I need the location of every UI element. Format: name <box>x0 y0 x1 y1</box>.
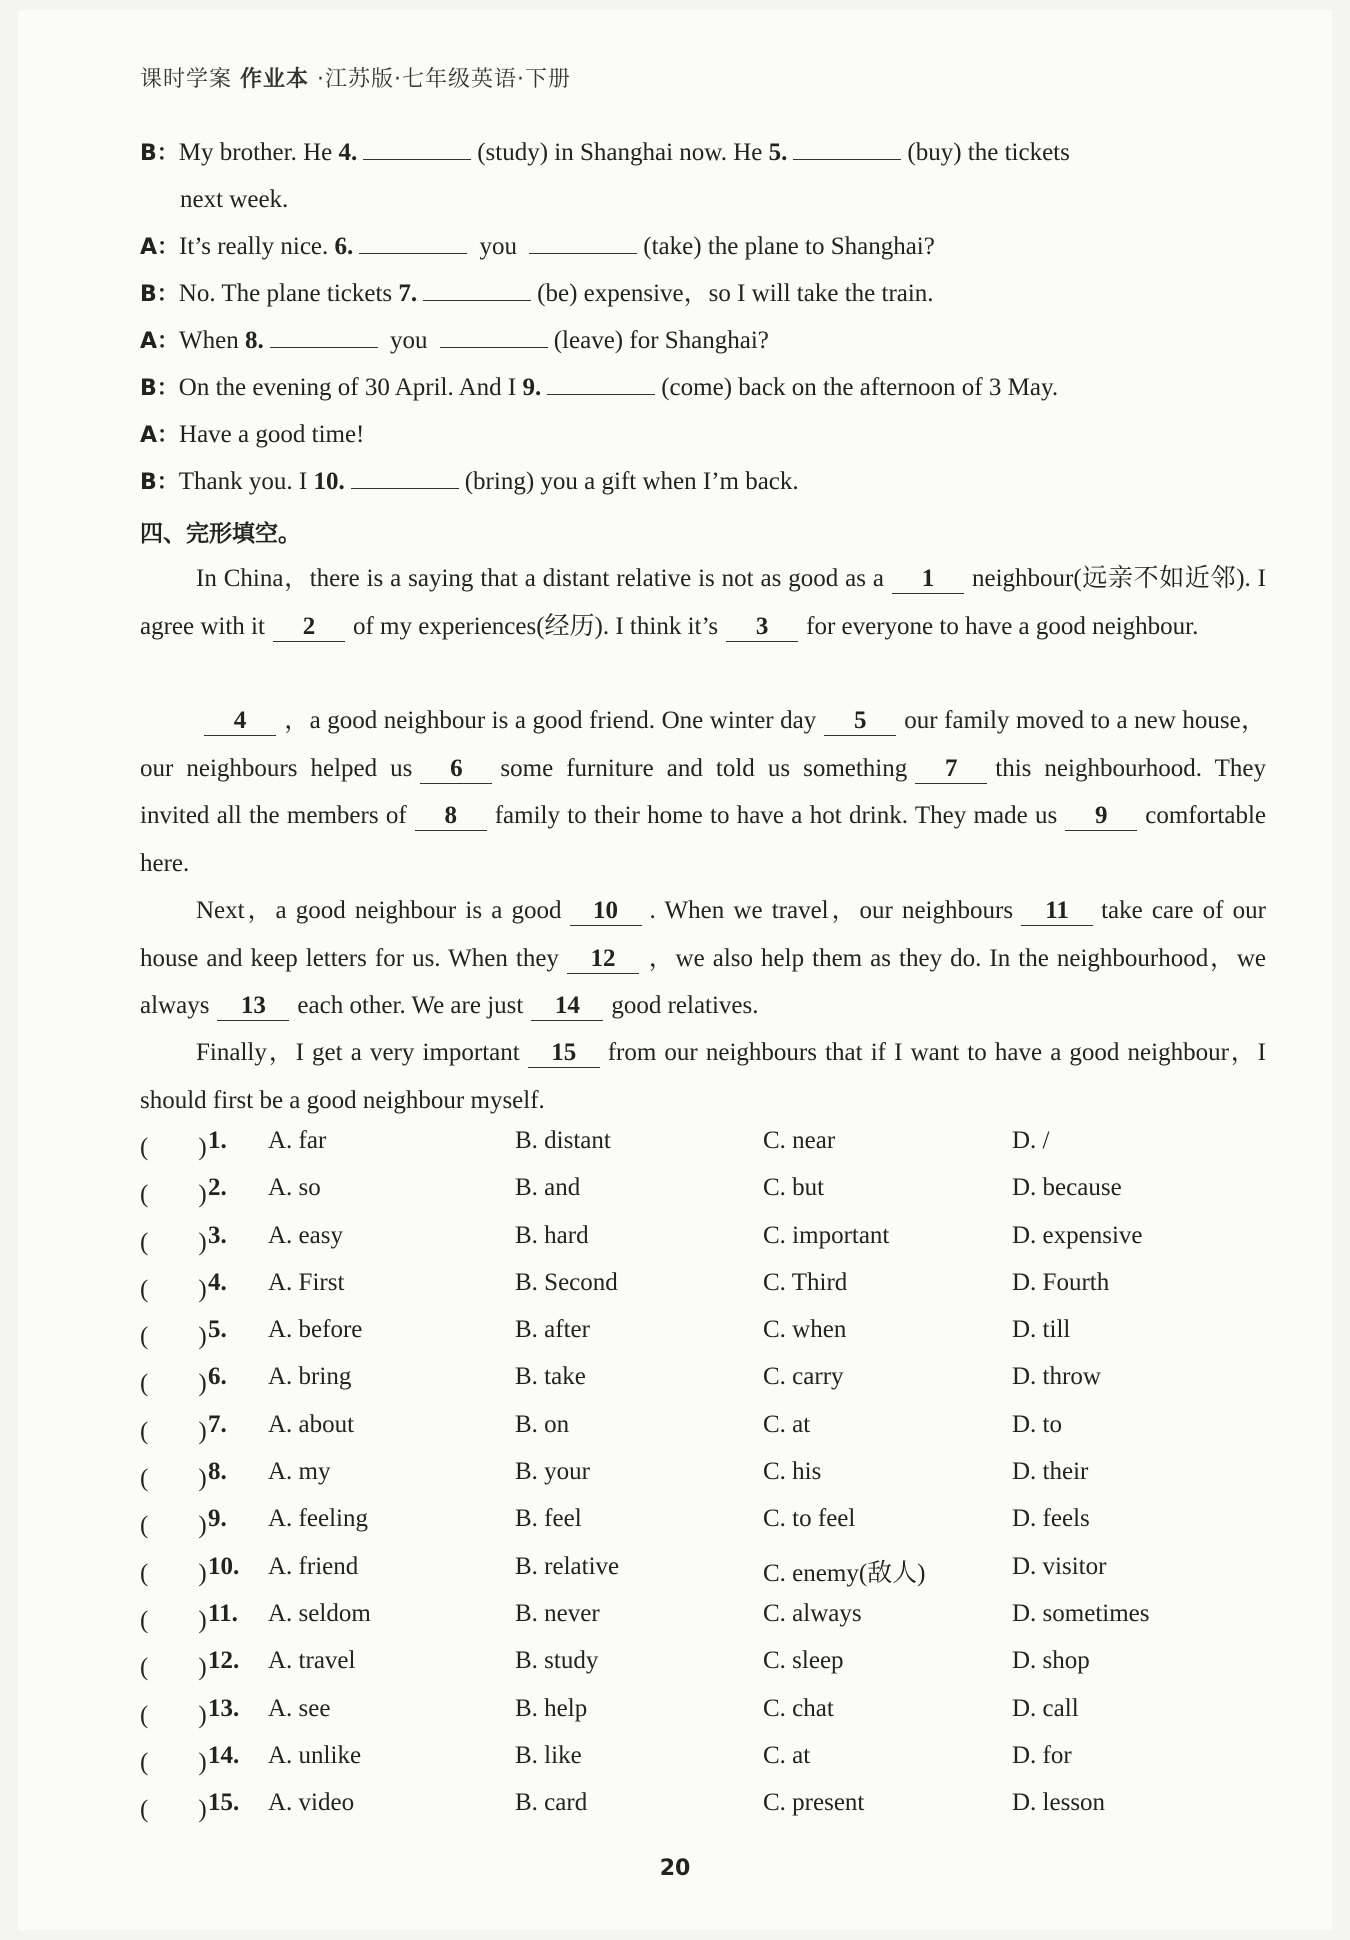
option-a[interactable]: A. feeling <box>268 1505 368 1533</box>
answer-parentheses[interactable]: ( ) <box>140 1275 207 1303</box>
option-a[interactable]: A. bring <box>268 1363 352 1391</box>
passage-paragraph: In China，there is a saying that a distant relative is not as good as a 1 neighbour(远亲不如近邻). I agree with it 2 of my experiences(经历). I think it’s 3 for everyone to have a good neighbour. <box>140 565 1266 640</box>
option-a[interactable]: A. see <box>268 1694 331 1722</box>
option-a[interactable]: A. so <box>268 1174 321 1202</box>
option-c[interactable]: C. chat <box>763 1694 834 1722</box>
option-d[interactable]: D. expensive <box>1012 1221 1143 1249</box>
option-b[interactable]: B. help <box>515 1694 588 1722</box>
question-row <box>140 1505 1280 1552</box>
option-a[interactable]: A. travel <box>268 1647 356 1675</box>
option-d[interactable]: D. till <box>1012 1316 1071 1344</box>
header-book: 作业本 <box>240 67 310 92</box>
page-header <box>140 62 571 93</box>
answer-blank[interactable] <box>793 137 901 160</box>
page <box>18 10 1332 1930</box>
option-d[interactable]: D. for <box>1012 1741 1072 1769</box>
header-rest: ·江苏版·七年级英语·下册 <box>317 67 572 92</box>
option-c[interactable]: C. at <box>763 1410 811 1438</box>
option-c[interactable]: C. sleep <box>763 1647 844 1675</box>
question-number: 10. <box>208 1552 240 1580</box>
question-number: 4. <box>208 1268 227 1296</box>
answer-parentheses[interactable]: ( ) <box>140 1701 207 1729</box>
option-a[interactable]: A. First <box>268 1268 345 1296</box>
option-b[interactable]: B. like <box>515 1741 582 1769</box>
cloze-blank[interactable]: 14 <box>531 992 603 1021</box>
option-c[interactable]: C. carry <box>763 1363 844 1391</box>
cloze-blank[interactable]: 10 <box>570 897 642 926</box>
option-d[interactable]: D. their <box>1012 1458 1089 1486</box>
answer-blank[interactable] <box>359 231 467 254</box>
question-row <box>140 1411 1280 1458</box>
option-a[interactable]: A. seldom <box>268 1599 371 1627</box>
question-row <box>140 1600 1280 1647</box>
option-c[interactable]: C. Third <box>763 1268 848 1296</box>
answer-blank[interactable] <box>270 325 378 348</box>
dialogue-line: B：Thank you. I 10. (bring) you a gift when I’m back. <box>140 468 799 495</box>
cloze-blank[interactable]: 8 <box>415 802 487 831</box>
question-row <box>140 1458 1280 1505</box>
question-row <box>140 1789 1280 1836</box>
answer-parentheses[interactable]: ( ) <box>140 1465 207 1493</box>
question-number: 2. <box>208 1174 227 1202</box>
question-number: 6. <box>208 1363 227 1391</box>
option-d[interactable]: D. throw <box>1012 1363 1101 1391</box>
dialogue-line: B：My brother. He 4. (study) in Shanghai now. He 5. (buy) the tickets <box>140 139 1070 166</box>
cloze-blank[interactable]: 1 <box>892 565 964 594</box>
option-c[interactable]: C. important <box>763 1221 890 1249</box>
answer-parentheses[interactable]: ( ) <box>140 1323 207 1351</box>
question-number: 7. <box>208 1410 227 1438</box>
option-b[interactable]: B. study <box>515 1647 599 1675</box>
cloze-blank[interactable]: 11 <box>1021 897 1093 926</box>
answer-blank[interactable] <box>363 137 471 160</box>
passage-paragraph: 4 ，a good neighbour is a good friend. One winter day 5 our family moved to a new house，our neighbours helped us 6 some furniture and told us something 7 this neighbourhood. They invited all the members of 8 family to their home to have a hot drink. They made us 9 comfortable here. <box>140 707 1266 877</box>
option-b[interactable]: B. distant <box>515 1127 611 1154</box>
option-a[interactable]: A. easy <box>268 1221 343 1249</box>
dialogue-line: next week. <box>180 186 289 213</box>
option-c[interactable]: C. to feel <box>763 1505 856 1533</box>
option-c[interactable]: C. when <box>763 1316 847 1344</box>
answer-blank[interactable] <box>440 325 548 348</box>
answer-parentheses[interactable]: ( ) <box>140 1606 207 1634</box>
cloze-blank[interactable]: 4 <box>204 707 276 736</box>
answer-parentheses[interactable]: ( ) <box>140 1370 207 1398</box>
dialogue-line: B：No. The plane tickets 7. (be) expensive，so I will take the train. <box>140 280 934 307</box>
option-c[interactable]: C. present <box>763 1789 865 1817</box>
cloze-blank[interactable]: 5 <box>824 707 896 736</box>
answer-blank[interactable] <box>529 231 637 254</box>
question-number: 5. <box>208 1316 227 1344</box>
answer-parentheses[interactable]: ( ) <box>140 1417 207 1445</box>
question-row <box>140 1553 1280 1600</box>
question-row <box>140 1695 1280 1742</box>
question-row <box>140 1222 1280 1269</box>
option-a[interactable]: A. my <box>268 1458 331 1486</box>
cloze-blank[interactable]: 12 <box>567 945 639 974</box>
option-d[interactable]: D. visitor <box>1012 1552 1107 1580</box>
dialogue-line: A：It’s really nice. 6. you (take) the plane to Shanghai? <box>140 233 935 260</box>
question-row <box>140 1269 1280 1316</box>
question-number: 13. <box>208 1694 240 1722</box>
option-b[interactable]: B. hard <box>515 1221 589 1249</box>
option-c[interactable]: C. enemy(敌人) <box>763 1559 926 1587</box>
options-list <box>140 1127 1280 1836</box>
passage-paragraph: Next，a good neighbour is a good 10 . When we travel，our neighbours 11 take care of our house and keep letters for us. When they 12 ，we also help them as they do. In the neighbourhood，we always 13 each other. We are just 14 good relatives. <box>140 897 1266 1019</box>
option-c[interactable]: C. always <box>763 1599 862 1627</box>
option-b[interactable]: B. feel <box>515 1505 582 1533</box>
cloze-blank[interactable]: 3 <box>726 613 798 642</box>
header-series: 课时学案 <box>140 67 233 92</box>
option-a[interactable]: A. unlike <box>268 1741 362 1769</box>
option-d[interactable]: D. lesson <box>1012 1789 1106 1817</box>
question-row <box>140 1316 1280 1363</box>
answer-parentheses[interactable]: ( ) <box>140 1134 207 1161</box>
answer-parentheses[interactable]: ( ) <box>140 1796 207 1824</box>
question-row <box>140 1363 1280 1410</box>
question-row <box>140 1127 1280 1174</box>
option-b[interactable]: B. your <box>515 1458 590 1486</box>
option-c[interactable]: C. near <box>763 1127 836 1154</box>
dialogue-line: A：Have a good time! <box>140 421 365 448</box>
option-c[interactable]: C. his <box>763 1458 822 1486</box>
question-number: 3. <box>208 1221 227 1249</box>
cloze-blank[interactable]: 6 <box>420 755 492 784</box>
answer-parentheses[interactable]: ( ) <box>140 1559 207 1587</box>
question-number: 9. <box>208 1505 227 1533</box>
answer-parentheses[interactable]: ( ) <box>140 1748 207 1776</box>
option-d[interactable]: D. sometimes <box>1012 1599 1150 1627</box>
answer-parentheses[interactable]: ( ) <box>140 1654 207 1682</box>
option-b[interactable]: B. and <box>515 1174 581 1202</box>
option-a[interactable]: A. video <box>268 1789 355 1817</box>
option-d[interactable]: D. because <box>1012 1174 1122 1202</box>
question-row <box>140 1742 1280 1789</box>
passage-paragraph: Finally，I get a very important 15 from our neighbours that if I want to have a good neighbour，I should first be a good neighbour myself. <box>140 1039 1266 1114</box>
question-number: 15. <box>208 1789 240 1817</box>
option-b[interactable]: B. on <box>515 1410 570 1438</box>
cloze-blank[interactable]: 9 <box>1065 802 1137 831</box>
question-row <box>140 1647 1280 1694</box>
option-c[interactable]: C. but <box>763 1174 825 1202</box>
question-number: 14. <box>208 1741 240 1769</box>
page-number: 20 <box>659 1856 691 1881</box>
answer-blank[interactable] <box>351 466 459 489</box>
answer-parentheses[interactable]: ( ) <box>140 1228 207 1256</box>
question-row <box>140 1174 1280 1221</box>
option-d[interactable]: D. shop <box>1012 1647 1090 1675</box>
cloze-blank[interactable]: 7 <box>915 755 987 784</box>
option-d[interactable]: D. call <box>1012 1694 1079 1722</box>
option-a[interactable]: A. before <box>268 1316 363 1344</box>
option-d[interactable]: D. feels <box>1012 1505 1090 1533</box>
option-a[interactable]: A. about <box>268 1410 355 1438</box>
option-c[interactable]: C. at <box>763 1741 811 1769</box>
answer-blank[interactable] <box>547 372 655 395</box>
question-number: 1. <box>208 1127 227 1154</box>
option-a[interactable]: A. far <box>268 1127 327 1154</box>
option-d[interactable]: D. Fourth <box>1012 1268 1110 1296</box>
answer-parentheses[interactable]: ( ) <box>140 1512 207 1540</box>
option-d[interactable]: D. to <box>1012 1410 1062 1438</box>
dialogue-line: B：On the evening of 30 April. And I 9. (come) back on the afternoon of 3 May. <box>140 374 1059 401</box>
option-b[interactable]: B. never <box>515 1599 600 1627</box>
question-number: 12. <box>208 1647 240 1675</box>
option-b[interactable]: B. card <box>515 1789 588 1817</box>
cloze-blank[interactable]: 2 <box>273 613 345 642</box>
cloze-blank[interactable]: 13 <box>217 992 289 1021</box>
option-b[interactable]: B. relative <box>515 1552 620 1580</box>
option-b[interactable]: B. Second <box>515 1268 618 1296</box>
option-b[interactable]: B. after <box>515 1316 590 1344</box>
question-number: 11. <box>208 1599 238 1627</box>
answer-blank[interactable] <box>423 278 531 301</box>
question-number: 8. <box>208 1458 227 1486</box>
option-a[interactable]: A. friend <box>268 1552 359 1580</box>
option-d[interactable]: D. / <box>1012 1127 1050 1154</box>
cloze-blank[interactable]: 15 <box>528 1039 600 1068</box>
section-title: 四、完形填空。 <box>140 521 301 547</box>
option-b[interactable]: B. take <box>515 1363 586 1391</box>
dialogue-line: A：When 8. you (leave) for Shanghai? <box>140 327 769 354</box>
answer-parentheses[interactable]: ( ) <box>140 1181 207 1209</box>
